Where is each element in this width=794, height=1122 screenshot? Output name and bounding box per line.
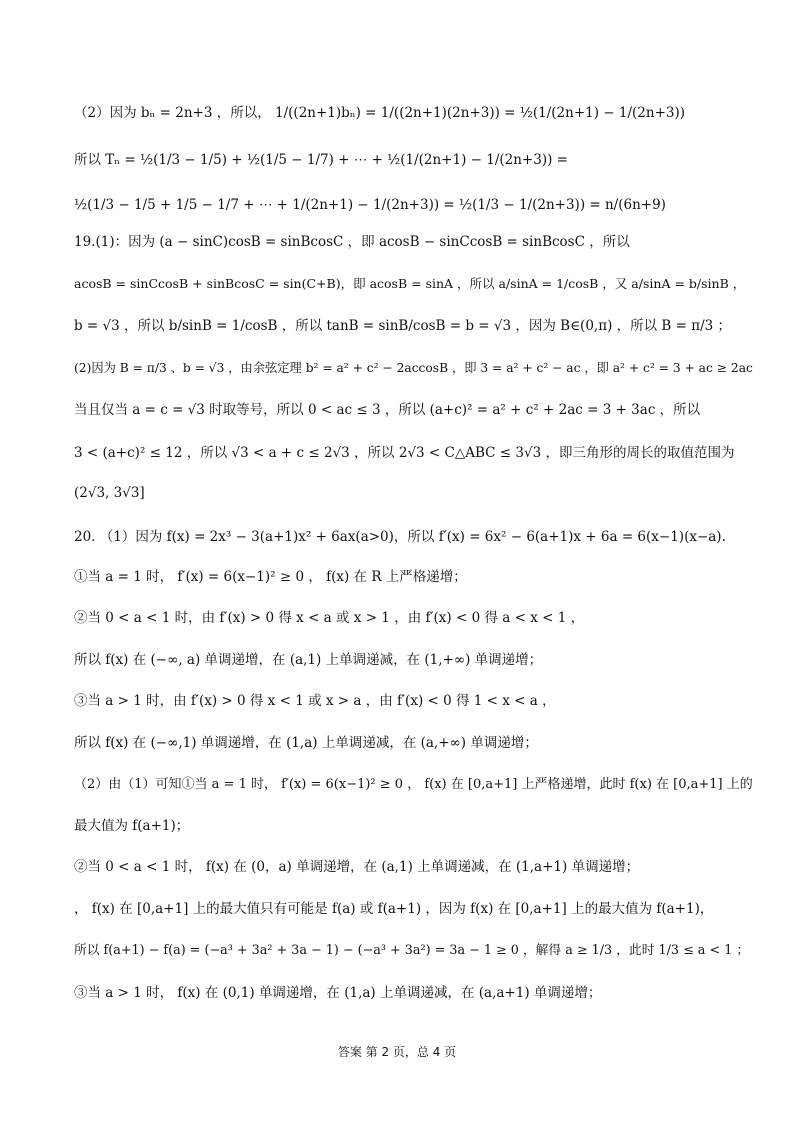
solution-line: (2√3, 3√3] bbox=[74, 485, 145, 501]
solution-line: b = √3 ，所以 b/sinB = 1/cosB ，所以 tanB = sinB/cosB = b = √3 ，因为 B∈(0,π) ，所以 B = π/3 ； bbox=[74, 318, 732, 334]
solution-line: ②当 0 < a < 1 时， f(x) 在 (0，a) 单调递增，在 (a,1) 上单调递减，在 (1,a+1) 单调递增； bbox=[74, 859, 640, 875]
solution-line: 19.(1)：因为 (a − sinC)cosB = sinBcosC ，即 acosB − sinCcosB = sinBcosC ，所以 bbox=[74, 234, 630, 250]
solution-line: ， f(x) 在 [0,a+1] 上的最大值只有可能是 f(a) 或 f(a+1) ，因为 f(x) 在 [0,a+1] 上的最大值为 f(a+1)， bbox=[74, 901, 714, 917]
solution-line: （2）因为 bₙ = 2n+3 ，所以， 1/((2n+1)bₙ) = 1/((2n+1)(2n+3)) = ½(1/(2n+1) − 1/(2n+3)) bbox=[74, 105, 686, 121]
solution-line: 所以 f(x) 在 (−∞, a) 单调递增，在 (a,1) 上单调递减，在 (1,+∞) 单调递增； bbox=[74, 652, 543, 668]
solution-line: acosB = sinCcosB + sinBcosC = sin(C+B)，即 acosB = sinA ，所以 a/sinA = 1/cosB ，又 a/sinA = b/sinB ， bbox=[74, 276, 746, 291]
solution-line: 所以 Tₙ = ½(1/3 − 1/5) + ½(1/5 − 1/7) + ⋯ + ½(1/(2n+1) − 1/(2n+3)) = bbox=[74, 152, 568, 168]
solution-line: 20. （1）因为 f(x) = 2x³ − 3(a+1)x² + 6ax(a>0)，所以 f′(x) = 6x² − 6(a+1)x + 6a = 6(x−1)(x−a). bbox=[74, 529, 726, 545]
solution-line: ②当 0 < a < 1 时，由 f′(x) > 0 得 x < a 或 x > 1 ，由 f′(x) < 0 得 a < x < 1 ， bbox=[74, 610, 585, 626]
solution-line: 所以 f(x) 在 (−∞,1) 单调递增，在 (1,a) 上单调递减，在 (a,+∞) 单调递增； bbox=[74, 735, 538, 751]
solution-line: 最大值为 f(a+1)； bbox=[74, 818, 190, 834]
solution-line: ③当 a > 1 时，由 f′(x) > 0 得 x < 1 或 x > a ，由 f′(x) < 0 得 1 < x < a ， bbox=[74, 693, 556, 709]
solution-line: （2）由（1）可知①当 a = 1 时， f′(x) = 6(x−1)² ≥ 0 ， f(x) 在 [0,a+1] 上严格递增，此时 f(x) 在 [0,a+1] 上的 bbox=[74, 777, 753, 792]
solution-line: 当且仅当 a = c = √3 时取等号，所以 0 < ac ≤ 3 ，所以 (a+c)² = a² + c² + 2ac = 3 + 3ac ，所以 bbox=[74, 402, 701, 418]
page-footer: 答案 第 2 页，总 4 页 bbox=[337, 1045, 457, 1059]
solution-line: ③当 a > 1 时， f(x) 在 (0,1) 单调递增，在 (1,a) 上单调递减，在 (a,a+1) 单调递增； bbox=[74, 985, 602, 1001]
solution-line: ½(1/3 − 1/5 + 1/5 − 1/7 + ⋯ + 1/(2n+1) − 1/(2n+3)) = ½(1/3 − 1/(2n+3)) = n/(6n+9) bbox=[74, 197, 666, 213]
solution-line: 3 < (a+c)² ≤ 12 ，所以 √3 < a + c ≤ 2√3 ，所以 2√3 < C△ABC ≤ 3√3 ，即三角形的周长的取值范围为 bbox=[74, 445, 735, 461]
solution-line: 所以 f(a+1) − f(a) = (−a³ + 3a² + 3a − 1) − (−a³ + 3a²) = 3a − 1 ≥ 0 ，解得 a ≥ 1/3 ，此时 1/3 ≤ a < 1 ； bbox=[74, 943, 750, 958]
solution-line: ①当 a = 1 时， f′(x) = 6(x−1)² ≥ 0 ， f(x) 在 R 上严格递增； bbox=[74, 569, 467, 585]
solution-line: (2)因为 B = π/3 、b = √3 ，由余弦定理 b² = a² + c² − 2accosB ，即 3 = a² + c² − ac ，即 a² + c² = 3 + ac ≥ 2ac bbox=[74, 361, 753, 375]
